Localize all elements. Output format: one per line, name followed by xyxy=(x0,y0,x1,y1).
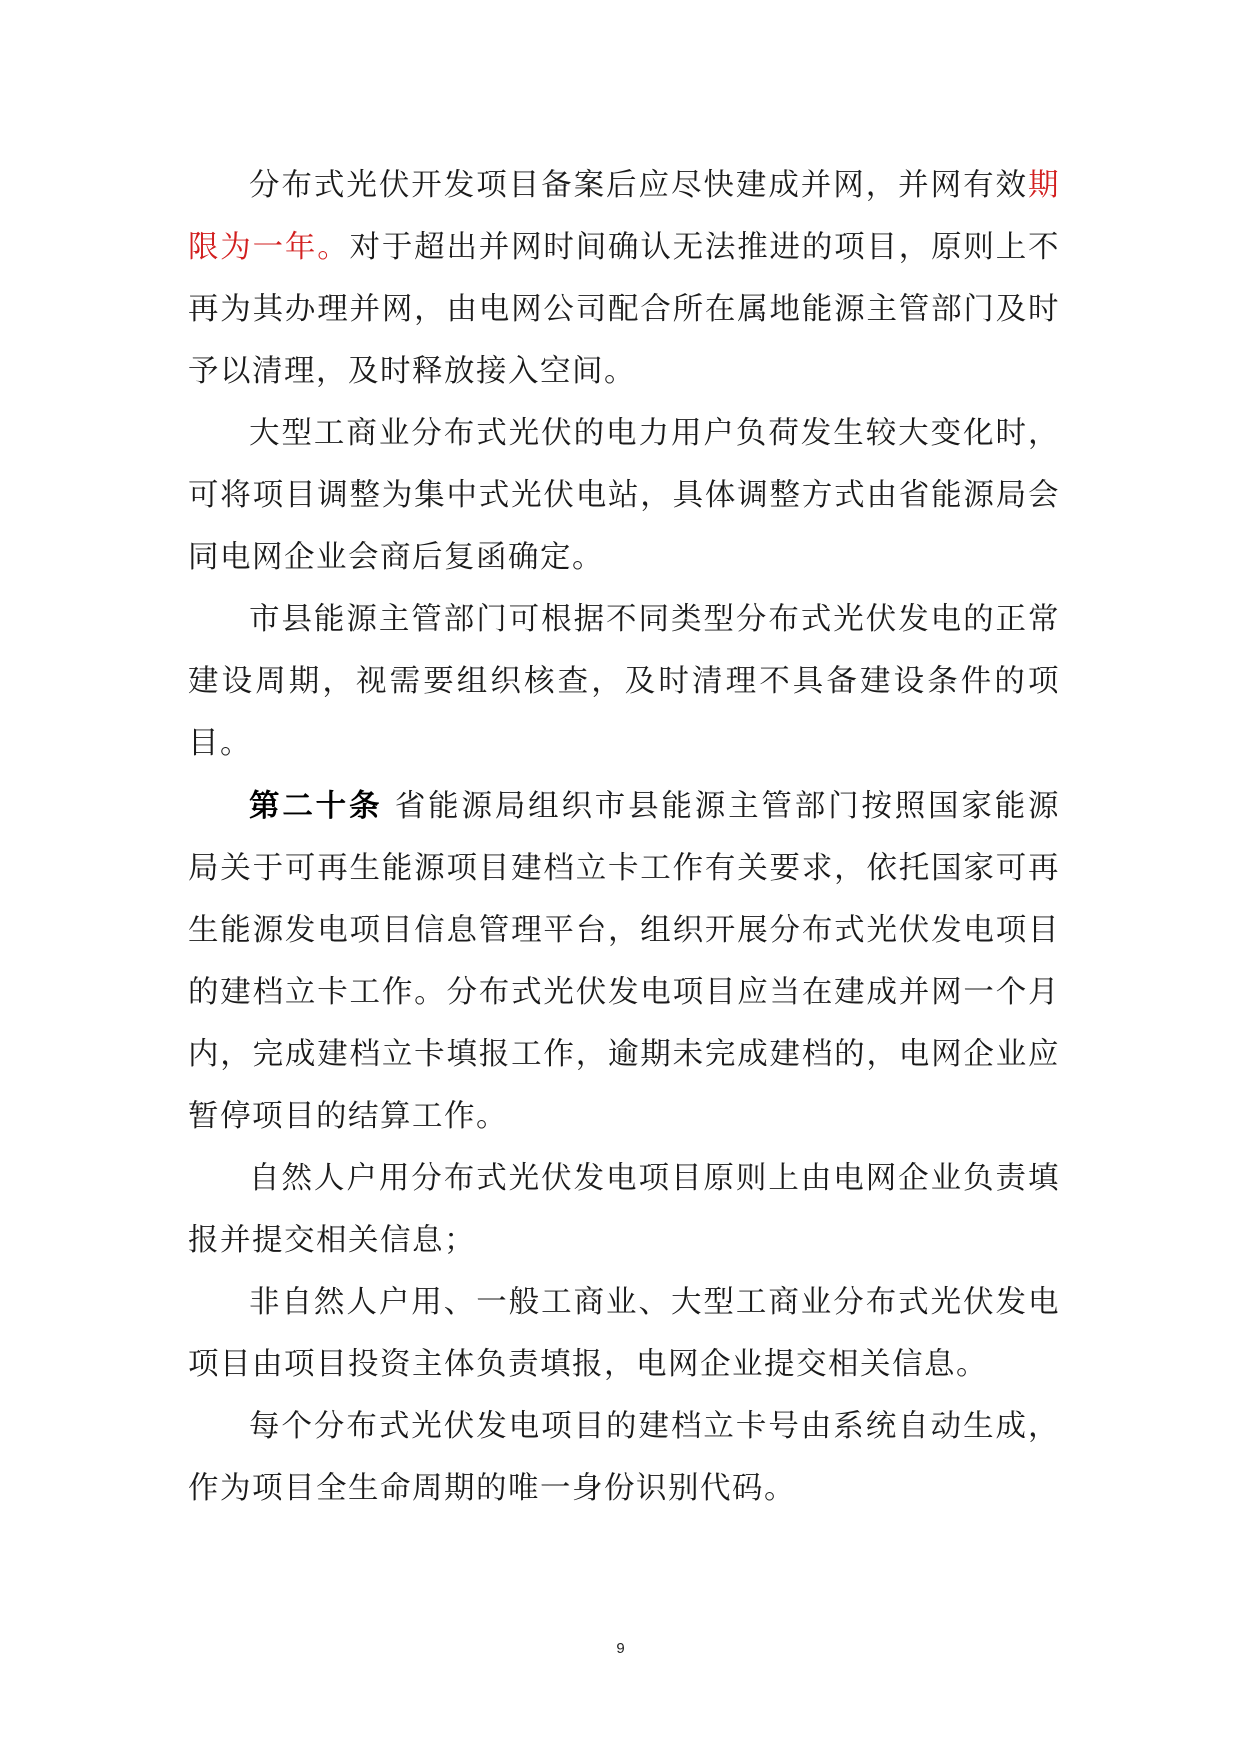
paragraph-large-commercial-adjustment xyxy=(188,403,1060,589)
paragraph-text: 省能源局组织市县能源主管部门按照国家能源局关于可再生能源项目建档立卡工作有关要求，依托国家可再生能源发电项目信息管理平台，组织开展分布式光伏发电项目的建档立卡工作。分布式光伏发电项目应当在建成并网一个月内，完成建档立卡填报工作，逾期未完成建档的，电网企业应暂停项目的结算工作。 xyxy=(188,789,1061,1134)
paragraph-residential-filing xyxy=(188,1148,1060,1272)
paragraph-text: 市县能源主管部门可根据不同类型分布式光伏发电的正常建设周期，视需要组织核查，及时清理不具备建设条件的项目。 xyxy=(188,602,1060,761)
highlighted-deadline-text: 期限为一年。 xyxy=(188,168,1060,265)
paragraph-county-verification xyxy=(188,589,1060,775)
paragraph-non-residential-filing xyxy=(188,1272,1060,1396)
paragraph-text: 非自然人户用、一般工商业、大型工商业分布式光伏发电项目由项目投资主体负责填报，电网企业提交相关信息。 xyxy=(188,1285,1060,1382)
page-number: 9 xyxy=(616,1640,625,1657)
paragraph-article-twenty xyxy=(188,775,1060,1148)
paragraph-text-after-highlight: 对于超出并网时间确认无法推进的项目，原则上不再为其办理并网，由电网公司配合所在属地能源主管部门及时予以清理，及时释放接入空间。 xyxy=(188,230,1061,389)
article-number: 第二十条 xyxy=(249,788,383,824)
paragraph-text: 每个分布式光伏发电项目的建档立卡号由系统自动生成，作为项目全生命周期的唯一身份识别代码。 xyxy=(188,1409,1060,1506)
paragraph-grid-connection-deadline xyxy=(188,155,1060,403)
paragraph-text: 大型工商业分布式光伏的电力用户负荷发生较大变化时，可将项目调整为集中式光伏电站，具体调整方式由省能源局会同电网企业会商后复函确定。 xyxy=(188,416,1060,575)
paragraph-text-before-highlight: 分布式光伏开发项目备案后应尽快建成并网，并网有效 xyxy=(249,168,1028,203)
document-body xyxy=(188,155,1060,1520)
paragraph-registration-code xyxy=(188,1396,1060,1520)
paragraph-text: 自然人户用分布式光伏发电项目原则上由电网企业负责填报并提交相关信息； xyxy=(188,1161,1060,1258)
